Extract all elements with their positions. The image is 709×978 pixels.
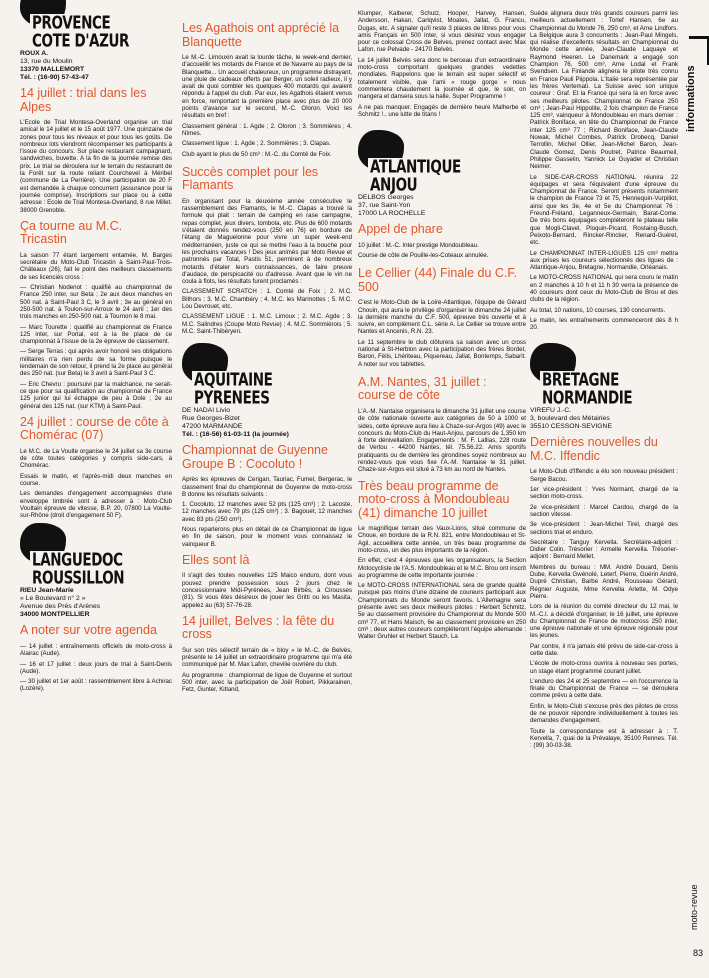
article-heading: Succès complet pour les Flamants bbox=[182, 164, 319, 193]
article-paragraph: L'école de moto-cross ouvrira à nouveau ses portes, un stage étant programmé courant juillet. bbox=[530, 660, 678, 675]
article-paragraph: Les demandes d'engagement accompagnées d'une enveloppe timbrée sont à adresser à : Moto-Club Voultain épreuve de vitesse, B.P. 20, 07800 La Voulte-sur-Rhône (droit d'engagement 50 F). bbox=[20, 490, 172, 520]
article-paragraph: A ne pas manquer. Engagés de dernière heure Malherbe et Schmitz !.. une lutte de titans ! bbox=[358, 103, 526, 118]
contact-name: ROUX A. bbox=[20, 50, 49, 57]
article-paragraph: Club ayant le plus de 50 cm³ : M.-C. du Comté de Foix. bbox=[182, 150, 332, 158]
article-paragraph: Par contre, il n'a jamais été prévu de side-car-cross à cette date. bbox=[530, 642, 678, 657]
article-paragraph: CLASSEMENT SCRATCH : 1. Comté de Foix ; 2. M.C. Bithors ; 3. M.C. Chambéry ; 4. M.C. les Marmottes ; 5. M.C. Lou Devrouet, etc. bbox=[182, 288, 352, 311]
contact-line: Rue Georges-Bizet bbox=[182, 415, 240, 423]
article-paragraph: Le SIDE-CAR-CROSS NATIONAL réunira 22 équipages et sera l'équivalent d'une épreuve du Championnat de France. Seront présents notamment le champion de France 73 et 75, Hennequin-Vurpillot, ainsi que les 3e, 4e et 5e du Championnat 76 : Freund-Fréland, Leganneux-Germain, Barat-Come. De très bons équipages compléteront le plateau telle que Mogli-Clavel, Ploquin-Picard, Rostaing-Busch, Peixoto-Bernard, Rincker-Rincker, Renard-Guéret, etc. bbox=[530, 173, 678, 247]
article-paragraph: — Eric Chevru : poursuivi par la malchance, ne serait-ce que pour sa qualification au championnat de France 125 junior qui lui échappe de peu à Dole ; 2e au général des 125 nat. (sur KTM) à Saint-Paul. bbox=[20, 380, 172, 410]
article-heading: Appel de phare bbox=[358, 222, 443, 237]
section-label: informations bbox=[685, 65, 697, 132]
article-heading: Dernières nouvelles du M.C. Iffendic bbox=[530, 435, 658, 463]
contact-line: 34000 MONTPELLIER bbox=[20, 611, 90, 619]
contact-phone: Tél. : (16-56) 61-03-11 (la journée) bbox=[182, 431, 289, 439]
region-name: BRETAGNE NORMANDIE bbox=[542, 370, 633, 410]
contact-line: 17000 LA ROCHELLE bbox=[358, 210, 426, 218]
article-heading: Ça tourne au M.C. Tricastin bbox=[20, 218, 123, 247]
article-paragraph: Classement général : 1. Agde ; 2. Oloron ; 3. Sommières ; 4. Nîmes. bbox=[182, 122, 352, 137]
region-name: LANGUEDOC ROUSSILLON bbox=[32, 550, 125, 590]
article-paragraph: Lors de la réunion du comité directeur du 12 mai, le M.-C.I. a décidé d'organiser, le 16 juillet, une épreuve du Championnat de France de motocross 250 inter, une épreuve nationale et une épreuve régionale pour les jeunes. bbox=[530, 603, 678, 640]
article-paragraph: — 14 juillet : entraînements officiels de moto-cross à Alairac (Aude). bbox=[20, 642, 172, 658]
article-paragraph: — Serge Terras : qui après avoir honoré ses obligations militaires n'a rien perdu de sa forme puisque le lendemain de son retour, il prend la 2e place au général des 250 nat. (sur Beta) le 3 avril à Saint-Paul 3 C. bbox=[20, 348, 172, 378]
contact-line: Avenue des Prés d'Arènes bbox=[20, 603, 101, 611]
page-number: 83 bbox=[692, 948, 703, 958]
contact-line: 35510 CESSON-SEVIGNE bbox=[530, 423, 612, 431]
contact-line: « Le Boulevard n° 2 » bbox=[20, 595, 86, 603]
contact-name: DE NADAI Livio bbox=[182, 407, 230, 415]
contact-line: 37, rue Saint-Yon bbox=[358, 202, 411, 210]
article-paragraph: 1. Cocoluto, 12 manches avec 52 pts (125 cm³) ; 2. Lacoste, 12 manches avec 79 pts (125 cm³) ; 3. Bagouet, 12 manches avec 83 pts (250 cm³). bbox=[182, 501, 352, 523]
article-paragraph: En effet, c'est 4 épreuves que les organisateurs, la Section Motocycliste de l'A.S. Mondoubleau et le M.C. Brou ont inscrit au programme de cette importante journée : bbox=[358, 557, 526, 579]
article-paragraph: Membres du bureau : MM. André Douard, Denis Dube, Kervella Gwénolé, Leterf, Pierre, Guérin André, Dupré Christian, Barbe André, Rousseau Gérard, Régnier Auguste, Mme Kervella Arlette, M. Odye Pierre. bbox=[530, 563, 678, 600]
article-heading: A noter sur votre agenda bbox=[20, 623, 157, 638]
region-languedoc-roussillon bbox=[20, 537, 172, 590]
region-atlantique-anjou bbox=[358, 144, 526, 196]
region-contact bbox=[358, 194, 526, 218]
region-provence-cote-dazur bbox=[20, 0, 172, 52]
article-paragraph: Il s'agit des toutes nouvelles 125 Maico enduro, dont vous pouvez prendre possession sous 2 jours chez le concessionnaire Midi-Pyrénées, Jean Birbès, à Cirousses (81). Si vous êtes désireux de jouer les Gritti ou les Masita, appelez au (63) 57-76-28. bbox=[182, 572, 352, 609]
article-paragraph: Le 11 septembre le club clôturera sa saison avec un cross national à St-Herblon avec la participation des frères Bordet, Baron, Félis, Lhériteau, Piquereau, Jallat, Bontemps, Sabarit. A noter sur vos tablettes. bbox=[358, 338, 526, 368]
contact-name: DELBOS Georges bbox=[358, 194, 414, 202]
region-name: AQUITAINE PYRENEES bbox=[194, 369, 273, 409]
region-bretagne-normandie bbox=[530, 357, 678, 410]
article-paragraph: — Marc Tourette : qualifié au championnat de France 125 inter, sur Portal, est à la 8e place de ce championnat à l'issue de la 2e épreuve de classement. bbox=[20, 323, 172, 346]
contact-name: RIEU Jean-Marie bbox=[20, 587, 74, 595]
region-aquitaine-pyrenees bbox=[182, 357, 352, 409]
article-paragraph: Le 14 juillet Belvès sera donc le berceau d'un extraordinaire moto-cross comportant quelques grandes vedettes mondiales. Rappelons que le terrain est super sélectif et totalement visible, que l'ami « rouge gorge » nous commentera chaudement la journée et que, le soir, on mangera et dansera sous la halle. Super Programme ! bbox=[358, 56, 526, 101]
contact-line: 13, rue du Moulin bbox=[20, 58, 73, 65]
article-paragraph: Secrétaire : Tanguy Kervella. Secrétaire-adjoint : Didier Colin. Trésorier : Armelle Kervella. Trésorier-adjoint : Bernard Mellet. bbox=[530, 538, 678, 561]
article-paragraph: CLASSEMENT LIGUE : 1. M.C. Limoux ; 2. M.C. Agde ; 3. M.C. Salindres (Coupe Moto Revue) ; 4. M.C. Sommièrois ; 5. M.C. Saint-Thibéryen. bbox=[182, 313, 352, 335]
article-heading: 14 juillet, Belves : la fête du cross bbox=[182, 613, 335, 642]
article-heading: Très beau programme de moto-cross à Mondoubleau (41) dimanche 10 juillet bbox=[358, 478, 510, 520]
article-paragraph: Sur son très sélectif terrain de « bloy » le M.-C. de Belvès, présente le 14 juillet un extraordinaire programme qui m'a été communiqué par M. Max Lafon, chevilie ouvrière du club. bbox=[182, 646, 352, 669]
region-contact bbox=[20, 587, 172, 619]
article-paragraph: — 30 juillet et 1er août : rassemblement libre à Achirac (Lozère). bbox=[20, 678, 172, 693]
magazine-name: moto-revue bbox=[689, 884, 699, 930]
article-paragraph: Enfin, le Moto-Club s'excuse près des pilotes de cross de ne pouvoir répondre individuellement à toutes les demandes d'engagement. bbox=[530, 702, 678, 725]
article-paragraph: Le M.-C. Limouxin avait la lourde tâche, le week-end dernier, d'accueillir les motards de France et de Navarre au pays de la Blanquette... Un accueil chaleureux, un programme distrayant, une pluie de cadeaux offerts par Berger, un soleil radieux, il y avait de quoi combler les quelques 400 motards qui avaient répondu à l'appel du club. Par eux, les Agathois étaient venus en force, remportant la première place avec plus de 20 000 points d'avance sur le second, M.-C. Oloron. Voici les résultats en bref : bbox=[182, 54, 352, 120]
region-name: PROVENCE COTE D'AZUR bbox=[32, 12, 130, 52]
article-paragraph: Essais le matin, et l'après-midi deux manches en course. bbox=[20, 472, 172, 487]
article-paragraph: Au total, 10 nations, 10 courses, 130 concurrents. bbox=[530, 306, 666, 314]
contact-name: VIREFU J.-C. bbox=[530, 407, 572, 415]
article-paragraph: Le MOTO-CROSS INTERNATIONAL sera de grande qualité puisque pas moins d'une dizaine de coureurs participant aux Championnats du Monde seront favoris. L'Allemagne sera présente avec ses deux meilleurs pilotes : Herbert Schmitz, 5e au classement provisoire du Championnat du Monde 500 cm³ 77, et Hans Maisch, 6e au classement provisoire en 250 cm³ ; deux autres coureurs compléteront l'équipe allemande : Walter Gruhler et Herbert Stauch. La bbox=[358, 582, 526, 641]
article-paragraph: 3e vice-président : Jean-Michel Tirel, chargé des sections trial et enduro. bbox=[530, 521, 678, 536]
article-paragraph: C'est le Moto-Club de la Loire-Atlantique, l'équipe de Gérard Chouin, qui aura le privilège d'organiser le dimanche 24 juillet la dernière manche du C.F. 500, épreuve très ouverte et à suivre, en complément C.L. série A. Le Cellier se trouve entre Nantes et Ancenis, R.N. 23. bbox=[358, 299, 526, 336]
article-heading: 14 juillet : trial dans les Alpes bbox=[20, 86, 147, 114]
region-contact bbox=[182, 407, 352, 439]
article-paragraph: — Christian Nodenot : qualifié au championnat de France 250 inter, sur Beta ; 2e aux deux manches en 500 nat. à Saint-Paul 3 C, le 3 avril ; 3e au général en 250-500 nat. à Toulon-sur-Arroux le 24 avril ; 1er des trois manches en 250-500 nat. à Tournon le 8 mai. bbox=[20, 284, 172, 321]
article-paragraph: Au programme : championnat de ligue de Guyenne et surtout 500 inter, avec la participation de Joël Robert, Pikkarainen, Fetz, Gunter, Kitland, bbox=[182, 671, 352, 694]
article-paragraph: L'enduro des 24 et 25 septembre — en l'occurrence la finale du Championnat de France — se déroulera comme prévu à cette date. bbox=[530, 677, 678, 700]
article-paragraph: Après les épreuves de Cerigan, Tauriac, Fumel, Bergerac, le classement final du championnat de Guyenne de moto-cross B donne les résultats suivants : bbox=[182, 476, 352, 498]
contact-phone: Tél. : (16-90) 57-43-47 bbox=[20, 74, 89, 81]
article-paragraph: Le matin, les entraînements commenceront dès 8 h 20. bbox=[530, 316, 678, 332]
contact-line: 3, boulevard des Métairies bbox=[530, 415, 610, 423]
article-paragraph: Classement ligue : 1. Agde ; 2. Sommières ; 3. Clapas. bbox=[182, 140, 331, 148]
article-heading: Les Agathois ont apprécié la Blanquette bbox=[182, 21, 340, 49]
article-paragraph: Nous reparlerons plus en détail de ce Championnat de ligue en fin de saison, pour le moment vous connaissez le vainqueur B. bbox=[182, 525, 352, 548]
article-paragraph: L'Ecole de Trial Montesa-Overland organise un trial amical le 14 juillet et le 15 août 1977. Une quinzaine de zones pour tous les niveaux et pour tous les goûts. De nombreux lots viendront récompenser les participants à l'issue du concours. Sur place restaurant campagnard, sandwiches, buvette. A la fin de la journée remise des prix. Le trial se déroulera sur le terrain du restaurant de la Forêt sur la route reliant Courchevel à Méribel (commune de La Perrière). Une participation de 20 F est demandée à chaque concurrent (assurance pour la journée comprise). Inscriptions sur place ou à cette adresse : Ecole de Trial Montesa-Overland, 8 rue Millet. 38000 Grenoble. bbox=[20, 119, 172, 214]
contact-line: 13370 MALLEMORT bbox=[20, 66, 85, 73]
region-contact bbox=[20, 50, 172, 82]
page-sidebar bbox=[683, 0, 709, 978]
article-heading: Elles sont là bbox=[182, 552, 250, 567]
article-paragraph: Course de côte de Pouille-les-Coteaux annulée. bbox=[358, 251, 489, 259]
article-heading: A.M. Nantes, 31 juillet : course de côte bbox=[358, 374, 487, 403]
article-paragraph: 2e vice-président : Marcel Cardou, chargé de la section vitesse. bbox=[530, 503, 678, 518]
article-paragraph: Toute la correspondance est à adresser à : T. Kervella, 7, quai de la Prévalaye, 35100 Rennes. Tél. : (99) 30-03-38. bbox=[530, 727, 678, 750]
article-paragraph: En organisant pour la deuxième année consécutive le rassemblement des Flamants, le M.-C. Clapas a trouvé la formule qui plait : terrain de camping en rase campagne, repas complet, jeux divers, tombola, etc. Plus de 600 motards s'étaient donnés rendez-vous (250 en 76) en bordure de l'étang de Maguelonne pour vivre un super week-end méditerranéen, juste ce qui se mettre l'eau à la bouche pour les prochains vacances ! Des jeux animés par Moto Revue et patronnés par Total, Pastis 51, permirent à de nombreux motards d'étaler leurs connaissances, de faire preuve d'audace, de perspicacité ou d'adresse. Avant que le vin ne coula à flots, les résultats furent proclamés : bbox=[182, 197, 352, 286]
article-paragraph: Le MOTO-CROSS NATIONAL qui sera couru le matin en 2 manches à 10 h et 11 h 30 verra la présence de 40 coureurs dont ceux du Moto-Club de Brou et des clubs de la région. bbox=[530, 274, 678, 304]
column-3 bbox=[358, 0, 526, 978]
column-2 bbox=[182, 0, 352, 978]
article-paragraph: 1er vice-président : Yves Normant, chargé de la section moto-cross. bbox=[530, 486, 678, 501]
article-paragraph: La saison 77 étant largement entamée, M. Barges secrétaire du Moto-Club Tricastin à Saint-Paul-Trois-Châteaux (26), fait le point des meilleurs classements de ses licenciés cross : bbox=[20, 251, 172, 281]
article-heading: 24 juillet : course de côte à Chomérac (07) bbox=[20, 414, 169, 443]
article-paragraph: Le M.C. de La Voulte organise le 24 juillet sa 3e course de côte toutes catégories y compris side-cars, à Chomérac. bbox=[20, 447, 172, 470]
article-paragraph: Le Moto-Club d'Iffendic a élu son nouveau président : Serge Bacou. bbox=[530, 468, 678, 483]
column-1 bbox=[20, 0, 172, 978]
magazine-logo-icon bbox=[689, 36, 709, 65]
contact-line: 47200 MARMANDE bbox=[182, 423, 243, 431]
article-paragraph: 10 juillet : M.-C. Inter prestige Mondoubleau. bbox=[358, 241, 479, 249]
article-paragraph: Le CHAMPIONNAT INTER-LIGUES 125 cm³ mettra aux prises les coureurs sélectionnés des ligues de : Atlantique-Anjou, Bretagne, Normandie, Orléanais. bbox=[530, 249, 678, 272]
article-paragraph: Suède alignera deux très grands coureurs parmi les meilleurs actuellement : Torlef Hansen, 6e au Championnat du Monde 76, 250 cm³, et Arne Lindfors. La Belgique aura 3 concurrents : Jean-Paul Mingels, qui réalise d'excellents résultats en Championnat du Monde cette année, Jean-Claude Laquaye et Raymond Heeren. Le Danemark a engagé son Champion 76, 500 cm³, Arne Lodal et Frank Svendsen. La Finlande alignera le pilote très connu en France Pauli Piippola. L'Italie sera représentée par les frères Vertemati. La Suisse avec son unique coureur : Graf. Et la France qui sera là en force avec ses meilleurs pilotes. Championnat de France 250 cm³ ; Jean-Paul Hippolite, 2 fois champion de France 125 cm³, vainqueur à Mondoubleau en mars dernier : Patrick Boniface, en tête du Championnat de France inter 125 cm³ 77 ; Richard Boniface, Jean-Claude Nowak, Michel Combes, Patrick Drobecq, Daniel Terrollin, Michel Ollier, Jean-Michel Baron, Jean-Claude Gomez, Denis Poutret, Patrice Beaumeil, Philippe Gasselin, Yannick Le Guyader et Christian Neimer. bbox=[530, 10, 678, 171]
article-paragraph: — 16 et 17 juillet : deux jours de trial à Saint-Denis (Aude). bbox=[20, 660, 172, 675]
region-contact bbox=[530, 407, 678, 431]
article-paragraph: L'A.-M. Nantaise organisera le dimanche 31 juillet une course de côte nationale ouverte aux catégories de 50 à 1000 et sides, cette épreuve aura lieu à Chaze-sur-Argos (49) avec le concours du Moto-Club du Haut-Anjou, parcours de 1,350 km à forte dénivellation. Engagements : M. F. Lallias, 228 route de Vertou - 44200 Nantes, tél. 75.56.22. Amis sportifs pratiquants ou de derrière les girondines soyez nombreux au rendez-vous que vous fixe l'A.-M. Nantaise le 31 juillet. Chaze-sur-Argos est situé à 73 km au nord de Nantes. bbox=[358, 407, 526, 474]
column-4 bbox=[530, 0, 678, 978]
article-paragraph: Klumper, Kalberer, Schutz, Hooper, Harvey, Hansen, Andersson, Hakan, Carlqvist, Moates, Jallat, G. Francu, Dugas, etc. A signaler qu'il reste 3 places de libres pour vous amis Français en 500 Inter, si vous désirez vous engager pour ce colossal Cross de Belves, prenez contact avec Max Lafon, rue Pelvade - 24170 Belvès. bbox=[358, 10, 526, 54]
region-name: ATLANTIQUE ANJOU bbox=[370, 156, 461, 196]
article-heading: Championnat de Guyenne Groupe B : Cocoluto ! bbox=[182, 443, 328, 471]
article-heading: Le Cellier (44) Finale du C.F. 500 bbox=[358, 266, 518, 294]
article-paragraph: Le magnifique terrain des Vaux-Lions, situé commune de Choue, en bordure de la R.N. 821, entre Mondoubleau et St-Agil, accueillera cette année, un très beau programme de moto-cross, un des plus importants de la région. bbox=[358, 525, 526, 554]
